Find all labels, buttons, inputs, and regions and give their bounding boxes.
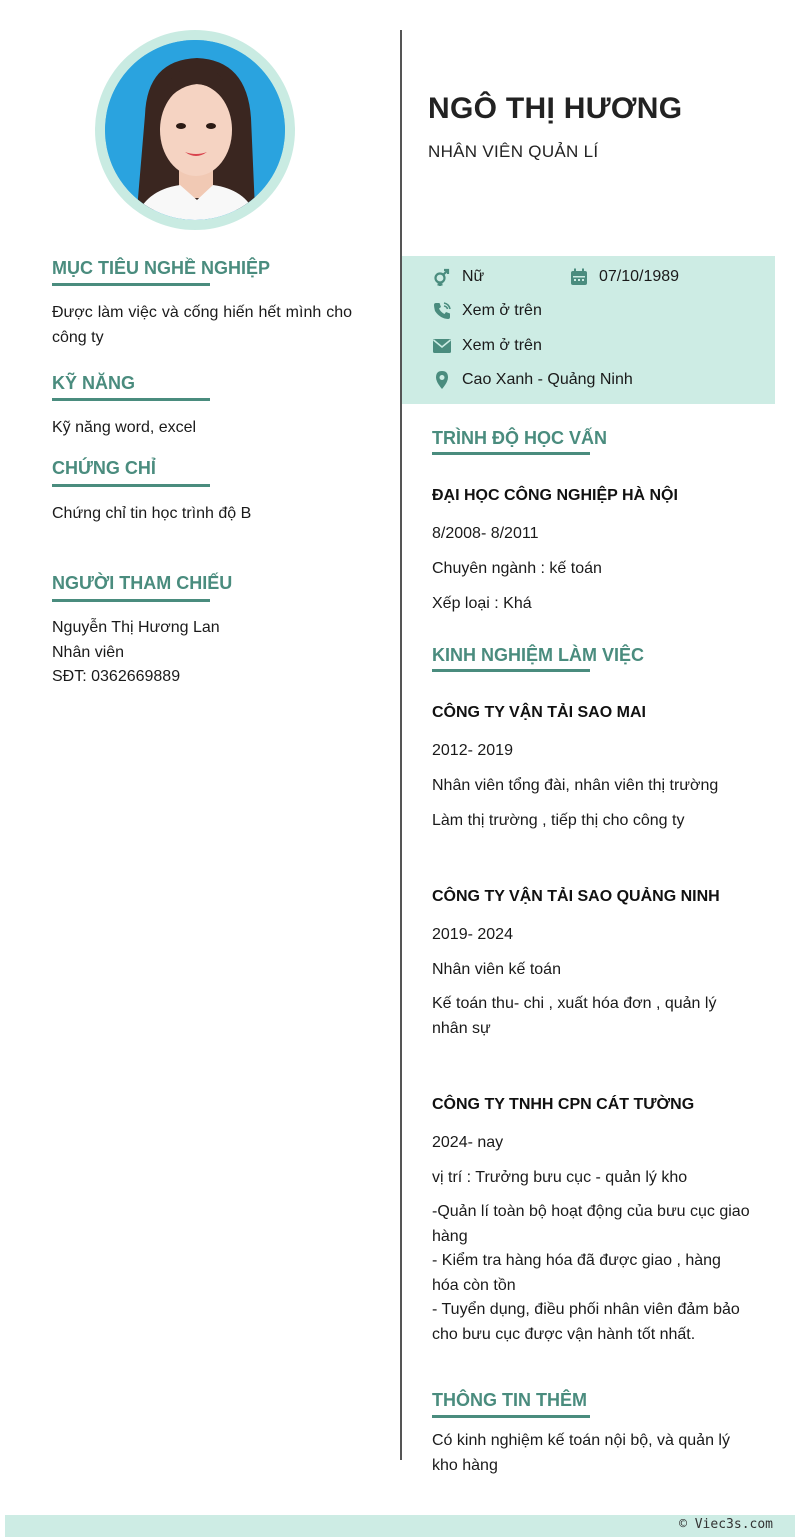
education-underline: [432, 452, 590, 455]
contact-phone: [432, 301, 542, 321]
reference-phone: SĐT: 0362669889: [52, 668, 181, 685]
education-major: Chuyên ngành : kế toán: [432, 560, 602, 577]
job-company: CÔNG TY TNHH CPN CÁT TƯỜNG: [432, 1096, 695, 1113]
reference-position: Nhân viên: [52, 643, 125, 661]
dob-value: 07/10/1989: [599, 268, 680, 285]
skills-text: Kỹ năng word, excel: [52, 419, 197, 436]
skills-underline: [52, 398, 210, 401]
portrait-photo: [105, 40, 285, 220]
job-period: 2024- nay: [432, 1134, 504, 1151]
skills-title: KỸ NĂNG: [52, 373, 136, 393]
additional-underline: [432, 1415, 590, 1418]
education-grade: Xếp loại : Khá: [432, 595, 532, 612]
address-value: Cao Xanh - Quảng Ninh: [462, 371, 633, 388]
job-description-line: -Quản lí toàn bộ hoạt động của bưu cục giao hàng: [432, 1203, 750, 1245]
objective-title: MỤC TIÊU NGHỀ NGHIỆP: [52, 258, 271, 278]
job-description-list: [432, 1200, 750, 1347]
job-position: Nhân viên kế toán: [432, 961, 561, 978]
avatar: [95, 30, 295, 230]
contact-gender: [432, 267, 484, 287]
job-period: 2019- 2024: [432, 926, 513, 943]
education-title: TRÌNH ĐỘ HỌC VẤN: [432, 428, 607, 448]
gender-value: Nữ: [462, 268, 485, 285]
certificates-underline: [52, 484, 210, 487]
contact-dob: [569, 267, 679, 287]
calendar-icon: [569, 267, 589, 287]
contact-email: [432, 336, 542, 356]
job-company: CÔNG TY VẬN TẢI SAO QUẢNG NINH: [432, 888, 720, 905]
phone-value: Xem ở trên: [462, 302, 542, 319]
job-description: Kế toán thu- chi , xuất hóa đơn , quản lý nhân sự: [432, 995, 717, 1037]
reference-title: NGƯỜI THAM CHIẾU: [52, 573, 233, 593]
experience-underline: [432, 669, 590, 672]
experience-title: KINH NGHIỆM LÀM VIỆC: [432, 645, 645, 665]
gender-icon: [432, 267, 452, 287]
envelope-icon: [432, 336, 452, 356]
candidate-role: NHÂN VIÊN QUẢN LÍ: [428, 142, 599, 161]
additional-title: THÔNG TIN THÊM: [432, 1390, 587, 1410]
certificates-title: CHỨNG CHỈ: [52, 458, 156, 478]
job-company: CÔNG TY VẬN TẢI SAO MAI: [432, 704, 646, 721]
education-period: 8/2008- 8/2011: [432, 525, 539, 542]
objective-underline: [52, 283, 210, 286]
phone-icon: [432, 301, 452, 321]
education-school: ĐẠI HỌC CÔNG NGHIỆP HÀ NỘI: [432, 487, 678, 504]
certificates-text: Chứng chỉ tin học trình độ B: [52, 505, 252, 522]
reference-block: [52, 616, 352, 690]
objective-text: Được làm việc và cống hiến hết mình cho công ty: [52, 304, 352, 346]
footer-credit: © Viec3s.com: [679, 1517, 773, 1532]
job-period: 2012- 2019: [432, 742, 513, 759]
job-position: Nhân viên tổng đài, nhân viên thị trường: [432, 777, 719, 794]
job-description-line: - Kiểm tra hàng hóa đã được giao , hàng hóa còn tồn: [432, 1252, 721, 1294]
job-position: vị trí : Trưởng bưu cục - quản lý kho: [432, 1169, 688, 1186]
column-divider: [400, 30, 402, 1460]
email-value: Xem ở trên: [462, 337, 542, 354]
job-description-line: - Tuyển dụng, điều phối nhân viên đảm bảo cho bưu cục được vận hành tốt nhất.: [432, 1301, 740, 1343]
location-pin-icon: [432, 370, 452, 390]
job-description: Làm thị trường , tiếp thị cho công ty: [432, 812, 685, 829]
reference-underline: [52, 599, 210, 602]
contact-address: [432, 370, 633, 390]
reference-name: Nguyễn Thị Hương Lan: [52, 619, 220, 636]
additional-text: Có kinh nghiệm kế toán nội bộ, và quản lý kho hàng: [432, 1432, 730, 1474]
portrait-illustration: [105, 40, 285, 220]
candidate-name: NGÔ THỊ HƯƠNG: [428, 92, 683, 125]
footer-bar: [5, 1515, 795, 1537]
